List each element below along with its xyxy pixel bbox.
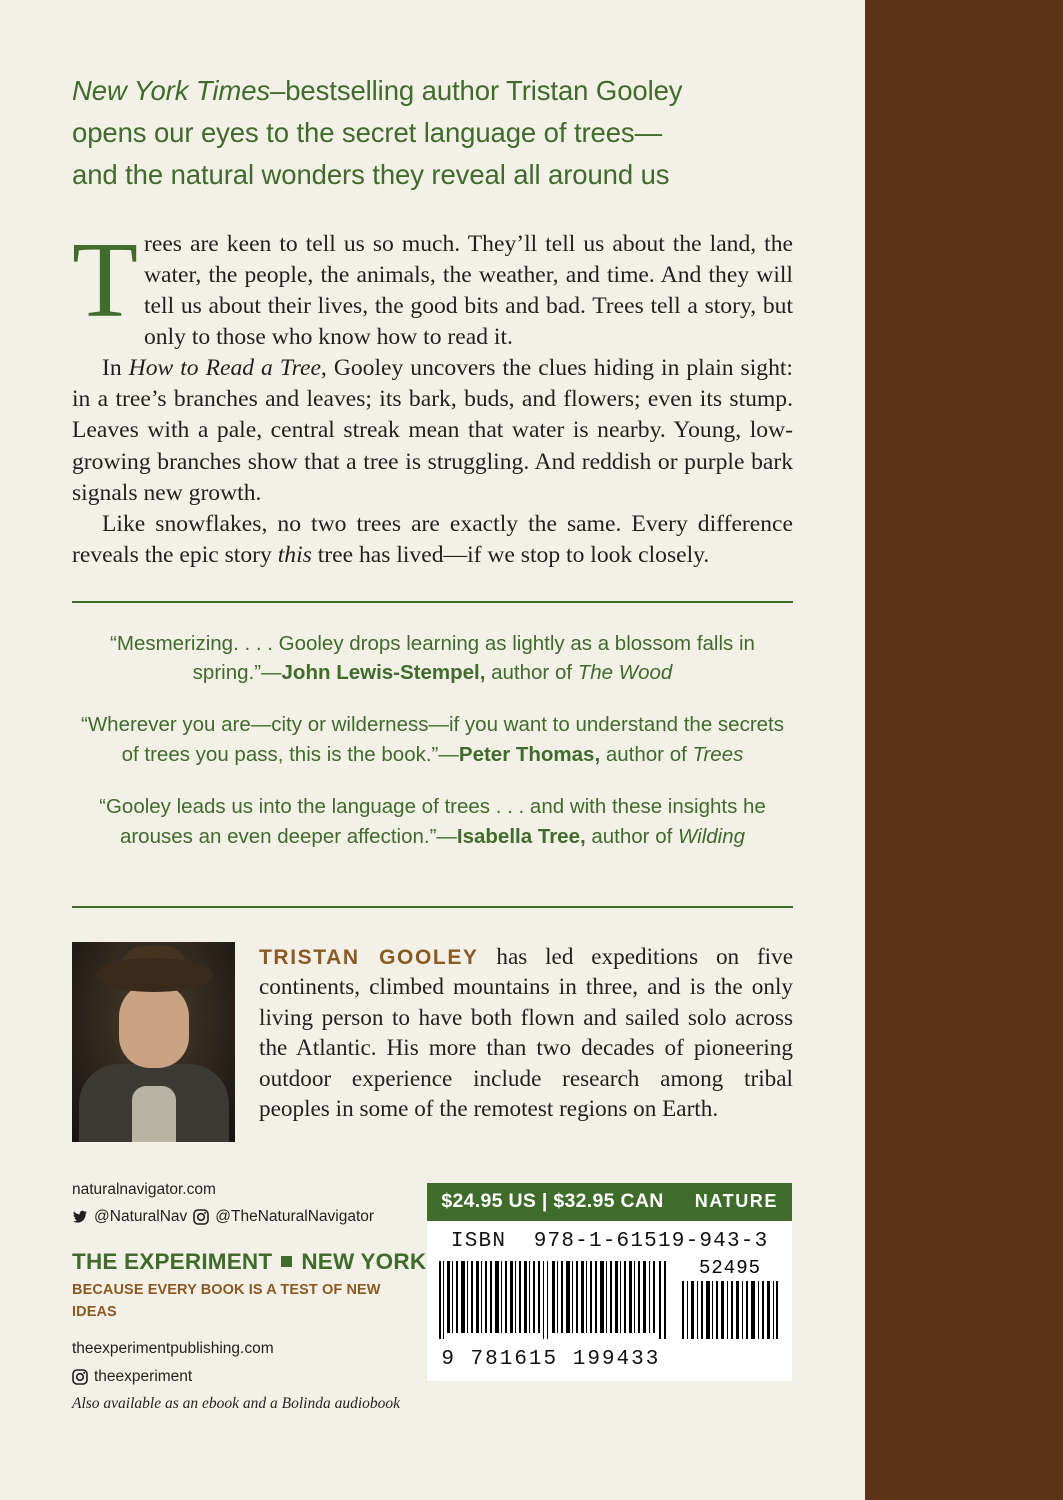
publisher-city: NEW YORK [301, 1248, 427, 1274]
book-spine [865, 0, 1063, 1500]
blurb-work: Trees [692, 743, 744, 767]
blurb-item [78, 629, 787, 689]
blurb-role: author of [485, 661, 578, 685]
description-paragraph-2 [72, 353, 793, 508]
headline-line2: opens our eyes to the secret language of trees— [72, 116, 662, 148]
publisher-links [72, 1337, 426, 1416]
publisher-name: THE EXPERIMENT [72, 1248, 273, 1274]
format-availability-note: Also available as an ebook and a Bolinda audiobook [72, 1394, 401, 1412]
para3-prefix: Like snowflakes, no two trees are exactly the same. Every difference reveals the epic story [72, 510, 793, 568]
author-section [72, 942, 793, 1142]
publisher-separator-square [281, 1256, 292, 1267]
description-paragraph-3 [72, 509, 793, 571]
category-label: NATURE [694, 1191, 778, 1212]
twitter-bird-icon [72, 1209, 88, 1225]
price-text: $24.95 US | $32.95 CAN [441, 1190, 664, 1213]
publisher-instagram-handle[interactable]: theexperiment [94, 1367, 193, 1385]
blurb-item [78, 792, 787, 852]
para3-suffix: tree has lived—if we stop to look closely. [311, 541, 710, 568]
blurb-role: author of [585, 825, 678, 849]
barcode-bars-row [427, 1257, 792, 1348]
isbn-number: 978-1-61519-943-3 [533, 1230, 769, 1254]
social-handles-row [72, 1205, 426, 1228]
price-bar [427, 1183, 792, 1221]
instagram-camera-icon [193, 1209, 209, 1225]
footer-left-column [72, 1176, 426, 1416]
isbn-line [427, 1221, 792, 1257]
headline-italic-phrase: New York Times [72, 75, 271, 106]
para2-prefix: In [102, 355, 129, 382]
para2-suffix: , Gooley uncovers the clues hiding in plain sight: in a tree’s branches and leaves; its bark, buds, and flowers; even its stump. Leaves with a pale, central streak mean that water is nearby. Young, low-growing branches show that a tree is struggling. And reddish or purple bark signals new growth. [72, 355, 793, 506]
para3-emphasis: this [277, 541, 312, 568]
description-paragraph-1 [72, 221, 793, 353]
barcode-block [426, 1182, 793, 1382]
headline-line1-rest: –bestselling author Tristan Gooley [270, 75, 683, 106]
publisher-tagline: BECAUSE EVERY BOOK IS A TEST OF NEW IDEAS [72, 1282, 381, 1321]
drop-cap: T [72, 221, 138, 341]
author-name: TRISTAN GOOLEY [259, 946, 479, 970]
author-website-link[interactable]: naturalnavigator.com [72, 1181, 216, 1199]
description-body [72, 221, 793, 570]
blurb-attribution: John Lewis-Stempel, [281, 661, 486, 685]
blurb-attribution: Isabella Tree, [456, 825, 586, 849]
footer-section [72, 1176, 793, 1416]
blurb-role: author of [600, 743, 693, 767]
description-paragraph-1-text: rees are keen to tell us so much. They’ll tell us about the land, the water, the people, the animals, the weather, and time. And they will tell us about their lives, the good bits and bad. Trees tell a story, but only to those who know how to read it. [143, 231, 793, 351]
author-portrait-photo [72, 942, 235, 1142]
isbn-label: ISBN [450, 1230, 507, 1254]
instagram-handle[interactable]: @TheNaturalNavigator [215, 1208, 375, 1226]
blurbs-section [72, 603, 793, 877]
addon-number: 52495 [698, 1257, 761, 1280]
ean-number: 9 781615 199433 [441, 1348, 661, 1372]
author-bio [259, 942, 793, 1142]
author-bio-text: has led expeditions on five continents, climbed mountains in three, and is the only living person to have both flown and sailed solo across the Atlantic. His more than two decades of pioneering outdoor experience include research among tribal peoples in some of the remotest regions on Earth. [259, 944, 793, 1123]
blurb-quote: “Mesmerizing. . . . Gooley drops learning as lightly as a blossom falls in spring.”— [110, 631, 755, 685]
blurb-work: The Wood [577, 661, 673, 685]
publisher-website-link[interactable]: theexperimentpublishing.com [72, 1339, 274, 1357]
blurb-work: Wilding [678, 825, 746, 849]
publisher-block [72, 1245, 426, 1324]
blurb-quote: “Gooley leads us into the language of trees . . . and with these insights he arouses an even deeper affection.”— [99, 795, 766, 849]
headline-line3: and the natural wonders they reveal all around us [72, 158, 670, 190]
ean13-bars-svg [439, 1261, 669, 1339]
addon-barcode [680, 1257, 780, 1344]
publisher-logo [72, 1245, 426, 1279]
publisher-instagram-row [72, 1365, 426, 1389]
twitter-handle[interactable]: @NaturalNav [94, 1208, 188, 1226]
book-title-mention: How to Read a Tree [128, 355, 321, 382]
ean13-barcode [439, 1261, 669, 1344]
instagram-camera-icon [72, 1369, 88, 1385]
blurb-quote: “Wherever you are—city or wilderness—if you want to understand the secrets of trees you pass, this is the book.”— [81, 713, 784, 767]
blurb-item [78, 710, 787, 770]
cover-headline [72, 70, 793, 195]
divider-bottom [72, 906, 793, 908]
blurb-attribution: Peter Thomas, [458, 743, 601, 767]
addon-bars-svg [680, 1281, 780, 1339]
